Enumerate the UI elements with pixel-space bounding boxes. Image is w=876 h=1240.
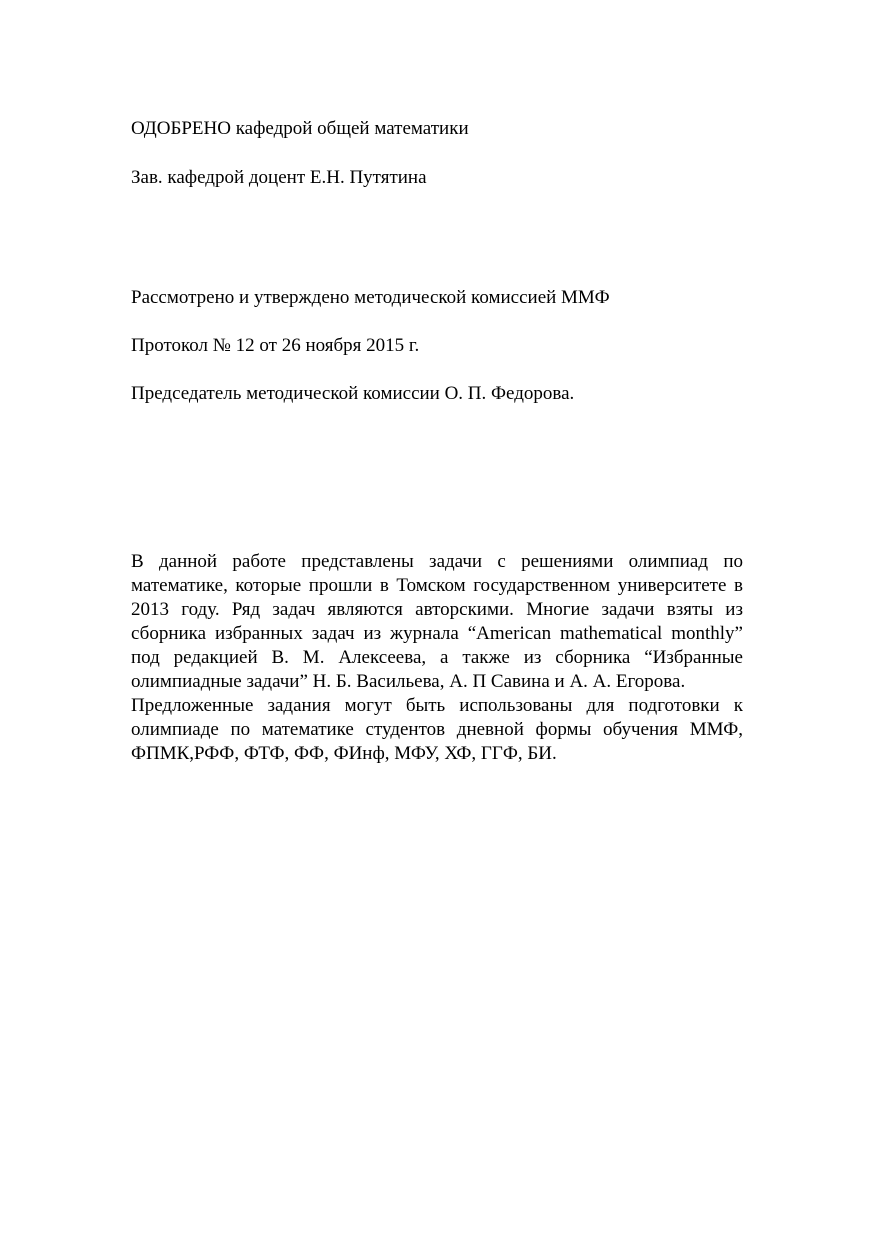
department-head: Зав. кафедрой доцент Е.Н. Путятина bbox=[131, 167, 427, 188]
commission-chair: Председатель методической комиссии О. П. Федорова. bbox=[131, 383, 575, 404]
abstract-paragraph: Предложенные задания могут быть использованы для подготовки к олимпиаде по математике студентов дневной формы обучения ММФ, ФПМК,РФФ, ФТФ, ФФ, ФИнф, МФУ, ХФ, ГГФ, БИ. bbox=[131, 695, 743, 764]
approval-statement: ОДОБРЕНО кафедрой общей математики bbox=[131, 118, 469, 139]
abstract-paragraph: В данной работе представлены задачи с решениями олимпиад по математике, которые прошли в Томском государственном университете в 2013 году. Ряд задач являются авторскими. Многие задачи взяты из сборника избранных задач из журнала “American mathematical monthly” под редакцией В. М. Алексеева, а также из сборника “Избранные олимпиадные задачи” Н. Б. Васильева, А. П Савина и А. А. Егорова. bbox=[131, 551, 743, 692]
protocol-number: Протокол № 12 от 26 ноября 2015 г. bbox=[131, 335, 420, 356]
abstract bbox=[131, 550, 743, 766]
commission-approval: Рассмотрено и утверждено методической комиссией ММФ bbox=[131, 287, 610, 308]
